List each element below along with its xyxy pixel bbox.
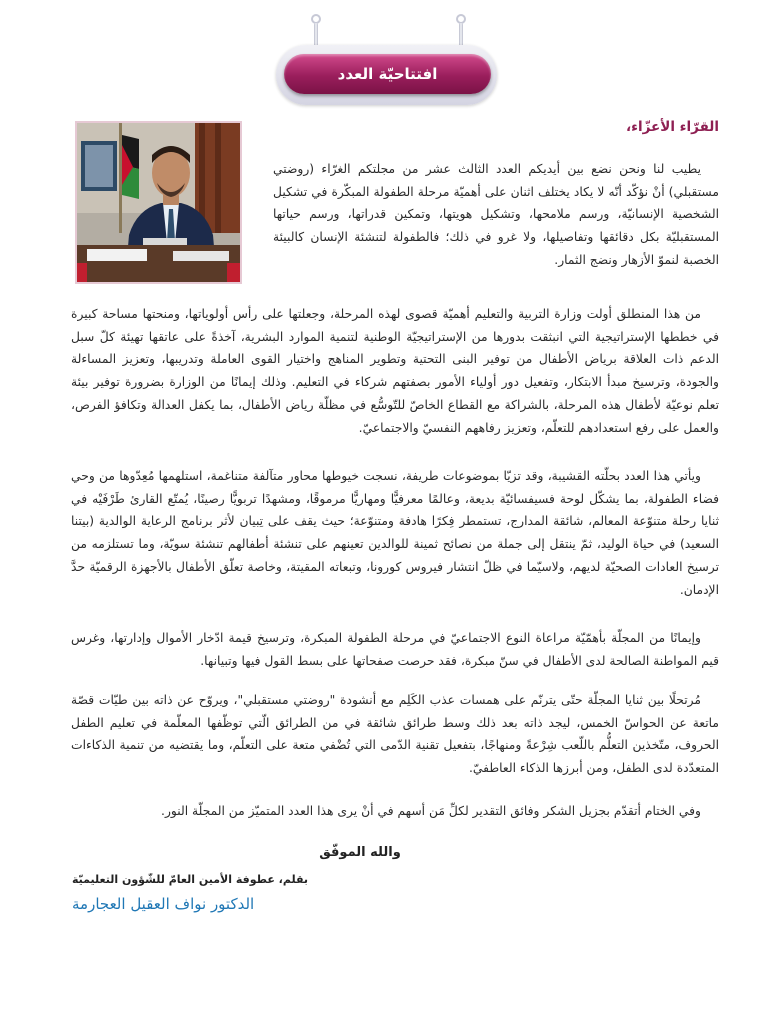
editorial-banner (284, 54, 491, 94)
paragraph-intro: يطيب لنا ونحن نضع بين أيديكم العدد الثالث عشر من مجلتكم الغرّاء (روضتي مستقبلي) أنْ نؤكّد أنّه لا يكاد يختلف اثنان على أهميّة مرحلة الطفولة المبكّرة في تشكيل الشخصية الإنسانيّة، ورسم ملامحها، وتشكيل هويتها، وتمكين قدراتها، ورسم حياتها المستقبليّة بكل دقائقها وتفاصيلها، ولا غرو في ذلك؛ فالطفولة لتنشئة الإنسان كالبيئة الخصبة لنموّ الأزهار ونضج الثمار. (273, 162, 719, 267)
author-photo (75, 121, 242, 284)
byline: بقلم، عطوفة الأمين العامّ للشّؤون التعليميّة (72, 873, 309, 886)
paragraph-thanks: وفي الختام أتقدّم بجزيل الشكر وفائق التقدير لكلِّ مَن أسهم في أنْ يرى هذا العدد المتميّز من المجلّة النور. (161, 804, 701, 818)
paragraph-ministry: من هذا المنطلق أولت وزارة التربية والتعليم أهميّة قصوى لهذه المرحلة، وجعلتها على رأس أولوياتها، ومنحتها مساحة كبيرة في خططها الإستراتيجية التي انبثقت بدورها من الإستراتيجيّة الوطنية لتنمية الموارد البشرية، آخذةً على عاتقها تهيئة كلّ سبل الدعم ذات العلاقة برياض الأطفال من توفير البنى التحتية وتطوير المناهج واختيار القوى العاملة وتدريبها، وتعزيز المساءلة والجودة، وترسيخ مبدأ الابتكار، وتفعيل دور أولياء الأمور بصفتهم شركاء في التعليم. وذلك إيمانًا من الوزارة بضرورة توفير بيئة تعلم نوعيّة لأطفال هذه المرحلة، بالشراكة مع القطاع الخاصّ للتّوسُّع في مظلّة رياض الأطفال، بما يكفل العدالة وتكافؤ الفرص، والعمل على رفع استعدادهم للتعلّم، وتعزيز رفاههم النفسيّ والاجتماعيّ. (71, 307, 719, 435)
closing-line: والله الموفّق (319, 845, 401, 860)
paragraph-gender-values: وإيمانًا من المجلّة بأهمّيّة مراعاة النوع الاجتماعيّ في مرحلة الطفولة المبكرة، وترسيخ قيمة ادّخار الأموال وإدارتها، وغرس قيم المواطنة الصالحة لدى الأطفال في سنّ مبكرة، فقد حرصت صفحاتها على بسط القول فيها وتبيانها. (71, 631, 719, 668)
paragraph-journey: مُرتحلًا بين ثنايا المجلّة حتّى يترنّم على همسات عذب الكَلِم مع أنشودة "روضتي مستقبلي"، ويروّح عن ذاته بين طيّات قصّة ماتعة عن الحواسّ الخمس، ليجد ذاته بعد ذلك وسط طرائق شائقة في من الطرائق الّتي توظّفها المعلّمة في تعليم الطفل الحروف، متّخذين التعلُّم باللّعب شِرْعةً ومنهاجًا، بتفعيل تقنية الدّمى التي تُضْفي متعة على التعلّم، وما يقتضيه من تنمية الذكاءات المتعدّدة لدى الطفل، ومن أبرزها الذكاء العاطفيّ. (71, 693, 719, 776)
paragraph-issue-content: ويأتي هذا العدد بحلّته القشيبة، وقد تزيّا بموضوعات طريفة، نسجت خيوطها محاور متآلفة متناغمة، استلهمها مُعِدّوها من وحي فضاء الطفولة، بما يشكّل لوحة فسيفسائيّة بديعة، وعالمًا معرفيًّا ومهاريًّا مرموقًا، ومشهدًا تربويًّا رصينًا، يُمتّع القارئ طَرْفَيْه في ثنايا رحلة متنوّعة المعالم، شائقة المدارج، تستمطر فِكرًا هادفة ومتنوّعة؛ حيث يقف على تِبيان لأثر برنامج الرعاية الوالدية (بيتنا السعيد) في حياة الوليد، ثمّ ينتقل إلى جملة من نصائح ثمينة للوالدين تعينهم على تنشئة أطفالهم تنشئة سويّة، وما تستلزمه من ترسيخ العادات الصحيّة لديهم، ولاسيّما في ظلّ انتشار فيروس كورونا، وتبعاته المقيتة، وخاصة تعلّق الأطفال بالأجهزة الرقميّة حدَّ الإدمان. (71, 469, 719, 597)
page-title: افتتاحيّة العدد (337, 65, 438, 83)
author-name: الدكتور نواف العقيل العجارمة (72, 895, 255, 913)
greeting: القرّاء الأعزّاء، (626, 119, 719, 135)
portrait-photo-icon (77, 123, 240, 282)
